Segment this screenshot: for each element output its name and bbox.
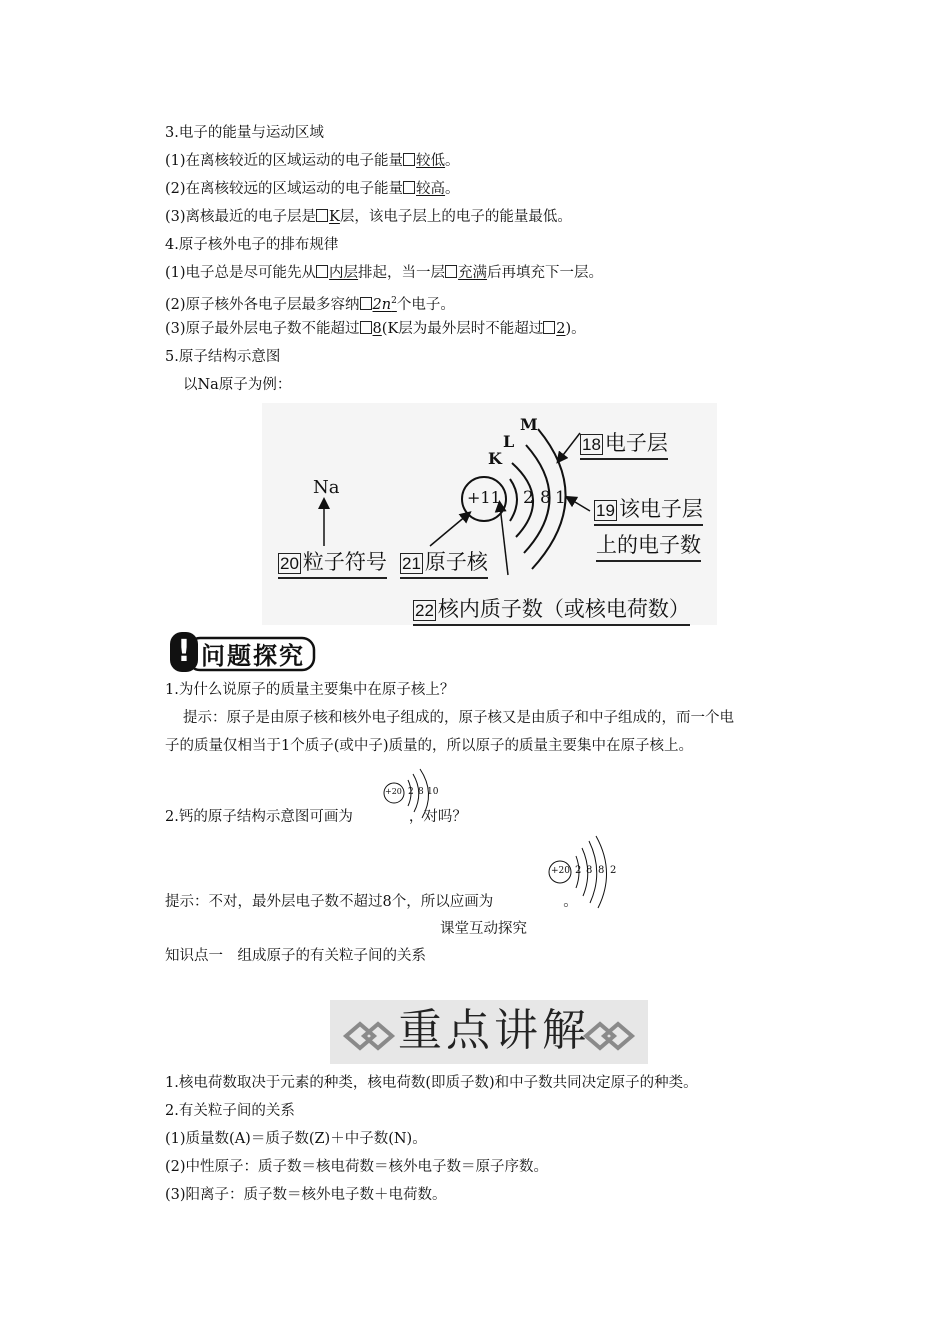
answer: 2	[556, 321, 566, 337]
arrow-nucleus	[430, 515, 467, 546]
point-2-2: (2)中性原子：质子数＝核电荷数＝核外电子数＝原子序数。	[165, 1159, 549, 1175]
inquiry-banner	[170, 632, 318, 672]
section4-title: 4.原子核外电子的排布规律	[165, 237, 339, 253]
label-nucleus	[400, 546, 488, 579]
label-text: 该电子层	[618, 497, 703, 521]
arrow-electrons	[570, 499, 590, 511]
hint-2	[165, 892, 578, 912]
shell-label-m: M	[520, 415, 538, 434]
question-2-text: 2.钙的原子结构示意图可画为	[165, 809, 353, 825]
blank-box-icon	[403, 181, 415, 194]
label-text: 核内质子数（或核电荷数）	[437, 597, 690, 621]
section4-item1	[165, 263, 603, 283]
item-text: )。	[565, 321, 586, 337]
blank-box-icon	[403, 153, 415, 166]
question-1: 1.为什么说原子的质量主要集中在原子核上？	[165, 682, 455, 698]
ca-shell-1: 2	[408, 787, 414, 797]
blank-box-icon	[316, 209, 328, 222]
ca-shell-3: 10	[427, 787, 439, 797]
section5-intro: 以Na原子为例：	[183, 377, 292, 393]
electrons-l: 8	[540, 488, 551, 508]
label-electron-shell	[580, 427, 668, 460]
ca-diagram-correct	[546, 834, 624, 910]
electrons-k: 2	[523, 488, 534, 508]
label-text: 原子核	[424, 550, 488, 574]
point-2-1: (1)质量数(A)＝质子数(Z)＋中子数(N)。	[165, 1131, 427, 1147]
item-text: (1)电子总是尽可能先从	[165, 265, 317, 281]
item-text: 。	[445, 153, 460, 169]
item-text: (1)在离核较近的区域运动的电子能量	[165, 153, 404, 169]
item-text: (2)在离核较远的区域运动的电子能量	[165, 181, 404, 197]
section3-item1	[165, 151, 460, 171]
shell-label-k: K	[488, 449, 502, 468]
label-number: 18	[582, 435, 601, 454]
label-number: 20	[280, 554, 299, 573]
answer: K	[329, 209, 340, 225]
blank-box-icon	[543, 321, 555, 334]
answer-sup: 2	[391, 296, 397, 306]
section4-item2	[165, 291, 455, 315]
blank-box-icon	[316, 265, 328, 278]
hint-2-end: 。	[563, 894, 578, 910]
label-electron-count-1	[594, 493, 703, 526]
section3-title: 3.电子的能量与运动区域	[165, 125, 324, 141]
item-text: 。	[445, 181, 460, 197]
item-text: (3)离核最近的电子层是	[165, 209, 317, 225]
blank-box-icon	[360, 297, 372, 310]
arrow-shell	[560, 433, 580, 459]
ca2-nucleus: +20	[551, 866, 570, 876]
ca-diagram-wrong	[380, 766, 450, 822]
hint-1-line1: 提示：原子是由原子核和核外电子组成的，原子核又是由质子和中子组成的，而一个电	[183, 710, 734, 726]
answer: 8	[372, 321, 382, 337]
label-number: 22	[415, 601, 434, 620]
answer: 较低	[416, 153, 446, 169]
label-number: 21	[402, 554, 421, 573]
answer: 较高	[416, 181, 446, 197]
nucleus-charge: +11	[467, 488, 501, 507]
ca-shell-2: 8	[418, 787, 424, 797]
arrow-protons	[500, 506, 508, 575]
label-text: 电子层	[604, 431, 668, 455]
item-text: (2)原子核外各电子层最多容纳	[165, 296, 360, 313]
banner-label: 问题探究	[201, 642, 305, 670]
label-particle-symbol	[278, 546, 387, 579]
particle-symbol: Na	[313, 477, 340, 498]
shell-label-l: L	[503, 432, 515, 451]
question-2-end: ，对吗？	[408, 809, 467, 825]
section3-item2	[165, 179, 460, 199]
ca2-shell-3: 8	[598, 865, 605, 876]
point-2-3: (3)阳离子：质子数＝核外电子数＋电荷数。	[165, 1187, 447, 1203]
na-atom-diagram	[262, 403, 717, 625]
item-text: (3)原子最外层电子数不能超过	[165, 321, 360, 337]
answer: 内层	[329, 265, 359, 281]
ca2-shell-1: 2	[575, 865, 582, 876]
classroom-heading: 课堂互动探究	[440, 921, 527, 937]
key-points-banner	[330, 1000, 648, 1064]
section5-title: 5.原子结构示意图	[165, 349, 281, 365]
blank-box-icon	[445, 265, 457, 278]
item-text: 排起，当一层	[358, 265, 446, 281]
point-2: 2.有关粒子间的关系	[165, 1103, 295, 1119]
ca-nucleus: +20	[385, 787, 402, 796]
item-text: 层，该电子层上的电子的能量最低。	[339, 209, 572, 225]
answer	[373, 297, 397, 313]
hint-1-line2: 子的质量仅相当于1个质子(或中子)质量的，所以原子的质量主要集中在原子核上。	[165, 738, 694, 754]
label-proton-count	[413, 593, 690, 626]
section4-item3	[165, 319, 586, 339]
hint-2-text: 提示：不对，最外层电子数不超过8个，所以应画为	[165, 894, 494, 910]
point-1: 1.核电荷数取决于元素的种类，核电荷数(即质子数)和中子数共同决定原子的种类。	[165, 1075, 698, 1091]
key-points-label: 重点讲解	[398, 1005, 590, 1056]
ca2-shell-2: 8	[586, 865, 593, 876]
section3-item3	[165, 207, 572, 227]
exclamation-icon: !	[177, 634, 191, 669]
item-text: 后再填充下一层。	[487, 265, 604, 281]
answer-base: 2n	[372, 296, 392, 313]
shell-arc-k	[510, 479, 517, 521]
knowledge-point-heading: 知识点一 组成原子的有关粒子间的关系	[165, 948, 426, 964]
item-text: (K层为最外层时不能超过	[381, 321, 544, 337]
electrons-m: 1	[555, 488, 566, 508]
item-text: 个电子。	[396, 296, 455, 313]
label-text: 粒子符号	[302, 550, 387, 574]
ca2-shell-4: 2	[610, 865, 617, 876]
answer: 充满	[458, 265, 488, 281]
label-electron-count-2: 上的电子数	[596, 529, 701, 562]
blank-box-icon	[360, 321, 372, 334]
label-number: 19	[596, 501, 615, 520]
